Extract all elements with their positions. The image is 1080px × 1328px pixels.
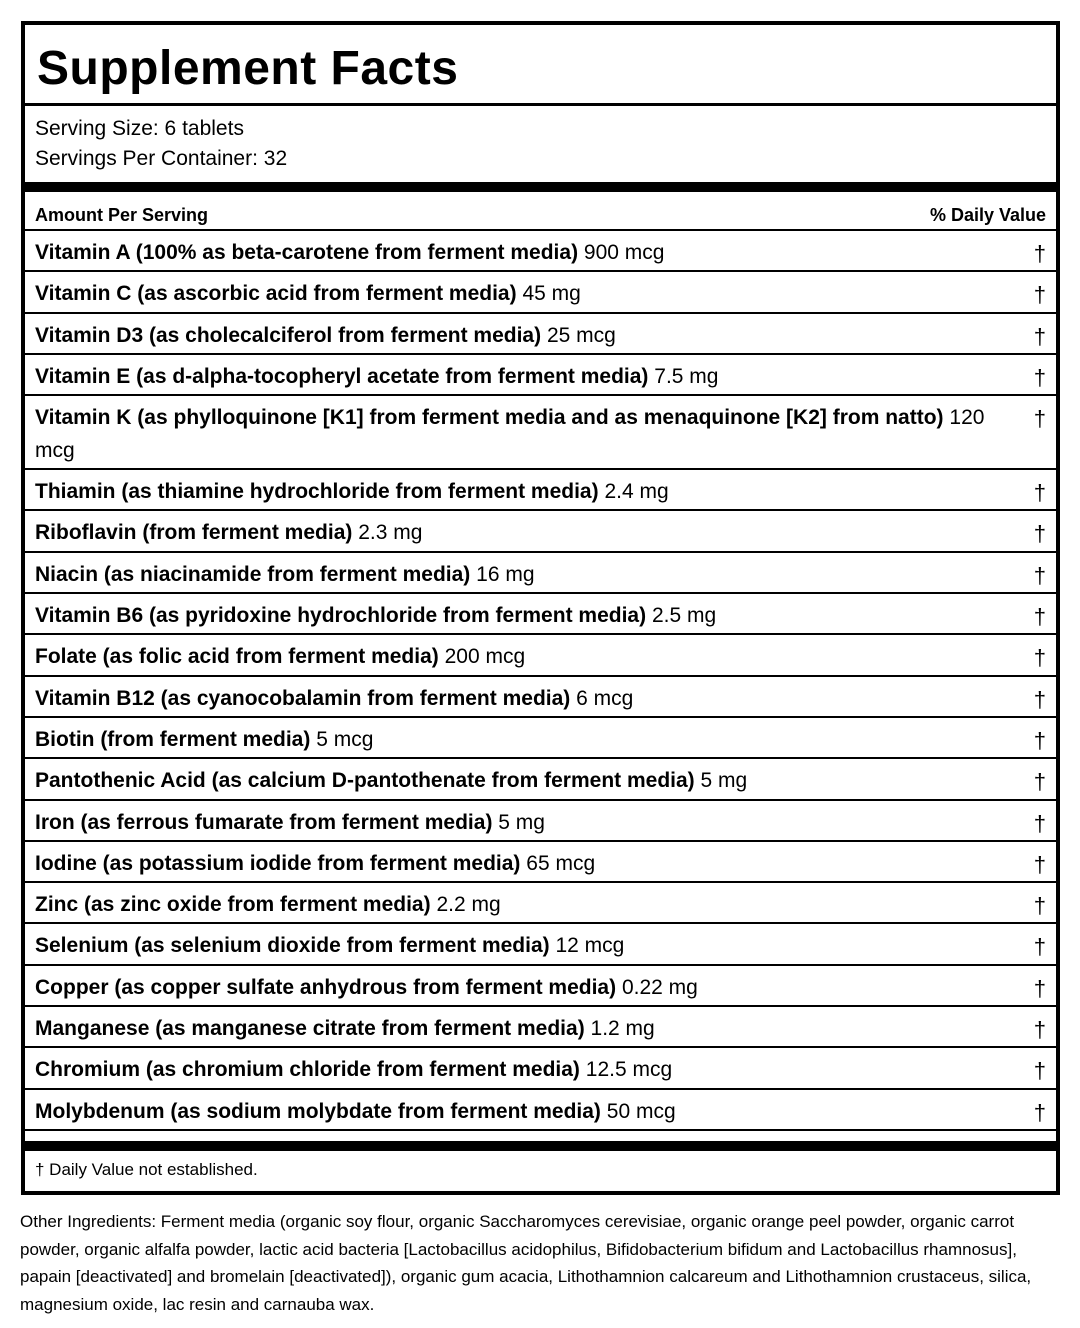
nutrient-name: Thiamin (as thiamine hydrochloride from ferment media) xyxy=(35,480,599,504)
nutrient-name: Vitamin A (100% as beta-carotene from ferment media) xyxy=(35,241,579,264)
nutrient-name: Vitamin B12 (as cyanocobalamin from ferment media) xyxy=(35,686,571,710)
daily-value-dagger: † xyxy=(1033,893,1046,919)
nutrient-name: Folate (as folic acid from ferment media) xyxy=(35,645,439,669)
nutrient-name: Pantothenic Acid (as calcium D-pantothenate from ferment media) xyxy=(35,769,695,793)
nutrient-name: Selenium (as selenium dioxide from ferment media) xyxy=(35,934,550,958)
daily-value-dagger: † xyxy=(1033,282,1046,308)
nutrient-amount: 6 mcg xyxy=(576,686,634,710)
nutrient-row xyxy=(25,1046,1056,1087)
nutrient-name: Vitamin K (as phylloquinone [K1] from ferment media and as menaquinone [K2] from natto) xyxy=(35,406,944,430)
nutrient-row xyxy=(25,229,1056,270)
other-ingredients: Other Ingredients: Ferment media (organic soy flour, organic Saccharomyces cerevisiae, organic orange peel powder, organic carrot powder, organic alfalfa powder, lactic acid bacteria [Lactobacillus acidophilus, Bifidobacterium bifidum and Lactobacillus rhamnosus], papain [deactivated] and bromelain [deactivated]), organic gum acacia, Lithothamnion calcareum and Lithothamnion crustaceus, silica, magnesium oxide, lac resin and carnauba wax. xyxy=(20,1212,1032,1314)
daily-value-dagger: † xyxy=(1033,406,1046,432)
nutrient-amount: 900 mcg xyxy=(583,241,665,264)
nutrient-row xyxy=(25,633,1056,674)
nutrient-amount: 5 mg xyxy=(498,810,545,834)
nutrient-name: Vitamin D3 (as cholecalciferol from ferment media) xyxy=(35,323,542,347)
nutrient-amount: 12.5 mcg xyxy=(585,1058,673,1082)
nutrient-name: Iron (as ferrous fumarate from ferment media) xyxy=(35,810,493,834)
footnote: † Daily Value not established. xyxy=(35,1160,258,1179)
nutrient-row xyxy=(25,509,1056,550)
nutrient-row xyxy=(25,1088,1056,1129)
nutrient-name: Copper (as copper sulfate anhydrous from ferment media) xyxy=(35,975,617,999)
daily-value-dagger: † xyxy=(1033,1017,1046,1043)
daily-value-dagger: † xyxy=(1033,975,1046,1001)
daily-value-dagger: † xyxy=(1033,364,1046,390)
serving-size: Serving Size: 6 tablets xyxy=(35,117,244,140)
servings-per-container: Servings Per Container: 32 xyxy=(35,147,288,170)
nutrient-name: Vitamin C (as ascorbic acid from ferment media) xyxy=(35,282,517,306)
nutrient-name: Manganese (as manganese citrate from ferment media) xyxy=(35,1017,585,1041)
nutrient-amount: 2.3 mg xyxy=(358,521,423,545)
nutrient-amount: 1.2 mg xyxy=(590,1017,655,1041)
daily-value-dagger: † xyxy=(1033,480,1046,506)
nutrient-name: Vitamin E (as d-alpha-tocopheryl acetate from ferment media) xyxy=(35,364,649,388)
nutrient-row xyxy=(25,964,1056,1005)
daily-value-dagger: † xyxy=(1033,851,1046,877)
nutrient-amount: 200 mcg xyxy=(444,645,526,669)
nutrient-amount: 2.4 mg xyxy=(604,480,669,504)
nutrient-row xyxy=(25,312,1056,353)
nutrient-row xyxy=(25,353,1056,394)
nutrient-row xyxy=(25,468,1056,509)
daily-value-dagger: † xyxy=(1033,810,1046,836)
nutrient-name: Chromium (as chromium chloride from ferment media) xyxy=(35,1058,580,1082)
title-divider xyxy=(25,103,1056,106)
nutrient-amount: 5 mg xyxy=(700,769,748,793)
daily-value-dagger: † xyxy=(1033,241,1046,266)
nutrient-name: Biotin (from ferment media) xyxy=(35,727,311,751)
daily-value-dagger: † xyxy=(1033,645,1046,671)
nutrient-row xyxy=(25,799,1056,840)
nutrient-amount: 50 mcg xyxy=(606,1099,676,1123)
daily-value-dagger: † xyxy=(1033,934,1046,960)
nutrient-name: Iodine (as potassium iodide from ferment media) xyxy=(35,851,521,875)
daily-value-dagger: † xyxy=(1033,1058,1046,1084)
nutrient-table xyxy=(25,229,1056,1131)
nutrient-row xyxy=(25,1005,1056,1046)
column-header xyxy=(35,201,1046,229)
daily-value-dagger: † xyxy=(1033,686,1046,712)
nutrient-row xyxy=(25,675,1056,716)
nutrient-amount: 65 mcg xyxy=(526,851,596,875)
nutrient-name: Zinc (as zinc oxide from ferment media) xyxy=(35,893,431,917)
nutrient-row xyxy=(25,757,1056,798)
nutrient-row xyxy=(25,922,1056,963)
thick-divider-top xyxy=(25,182,1056,192)
nutrient-row xyxy=(25,394,1056,468)
nutrient-row xyxy=(25,716,1056,757)
daily-value-dagger: † xyxy=(1033,521,1046,547)
nutrient-name: Niacin (as niacinamide from ferment media) xyxy=(35,562,471,586)
daily-value-dagger: † xyxy=(1033,562,1046,588)
daily-value-dagger: † xyxy=(1033,727,1046,753)
nutrient-amount: 16 mg xyxy=(476,562,535,586)
nutrient-name: Riboflavin (from ferment media) xyxy=(35,521,353,545)
daily-value-dagger: † xyxy=(1033,323,1046,349)
daily-value-label: % Daily Value xyxy=(929,205,1046,225)
nutrient-row xyxy=(25,270,1056,311)
nutrient-amount: 0.22 mg xyxy=(621,975,698,999)
panel-title: Supplement Facts xyxy=(37,42,459,95)
nutrient-amount: 2.5 mg xyxy=(651,604,717,628)
nutrient-amount: 12 mcg xyxy=(555,934,625,958)
nutrient-name: Vitamin B6 (as pyridoxine hydrochloride from ferment media) xyxy=(35,604,647,628)
nutrient-amount: 45 mg xyxy=(522,282,581,306)
table-bottom-rule xyxy=(25,1129,1056,1131)
nutrient-amount: 7.5 mg xyxy=(654,364,719,388)
nutrient-amount: 25 mcg xyxy=(546,323,616,347)
nutrient-amount: 120 mcg xyxy=(35,406,985,463)
daily-value-dagger: † xyxy=(1033,769,1046,795)
daily-value-dagger: † xyxy=(1033,1099,1046,1125)
supplement-facts-panel xyxy=(21,21,1060,1195)
daily-value-dagger: † xyxy=(1033,604,1046,630)
nutrient-name: Molybdenum (as sodium molybdate from ferment media) xyxy=(35,1099,601,1123)
thick-divider-bottom xyxy=(25,1141,1056,1151)
nutrient-row xyxy=(25,592,1056,633)
nutrient-row xyxy=(25,840,1056,881)
nutrient-row xyxy=(25,551,1056,592)
nutrient-amount: 2.2 mg xyxy=(436,893,501,917)
amount-per-serving-label: Amount Per Serving xyxy=(35,205,209,225)
nutrient-amount: 5 mcg xyxy=(316,727,374,751)
nutrient-row xyxy=(25,881,1056,922)
